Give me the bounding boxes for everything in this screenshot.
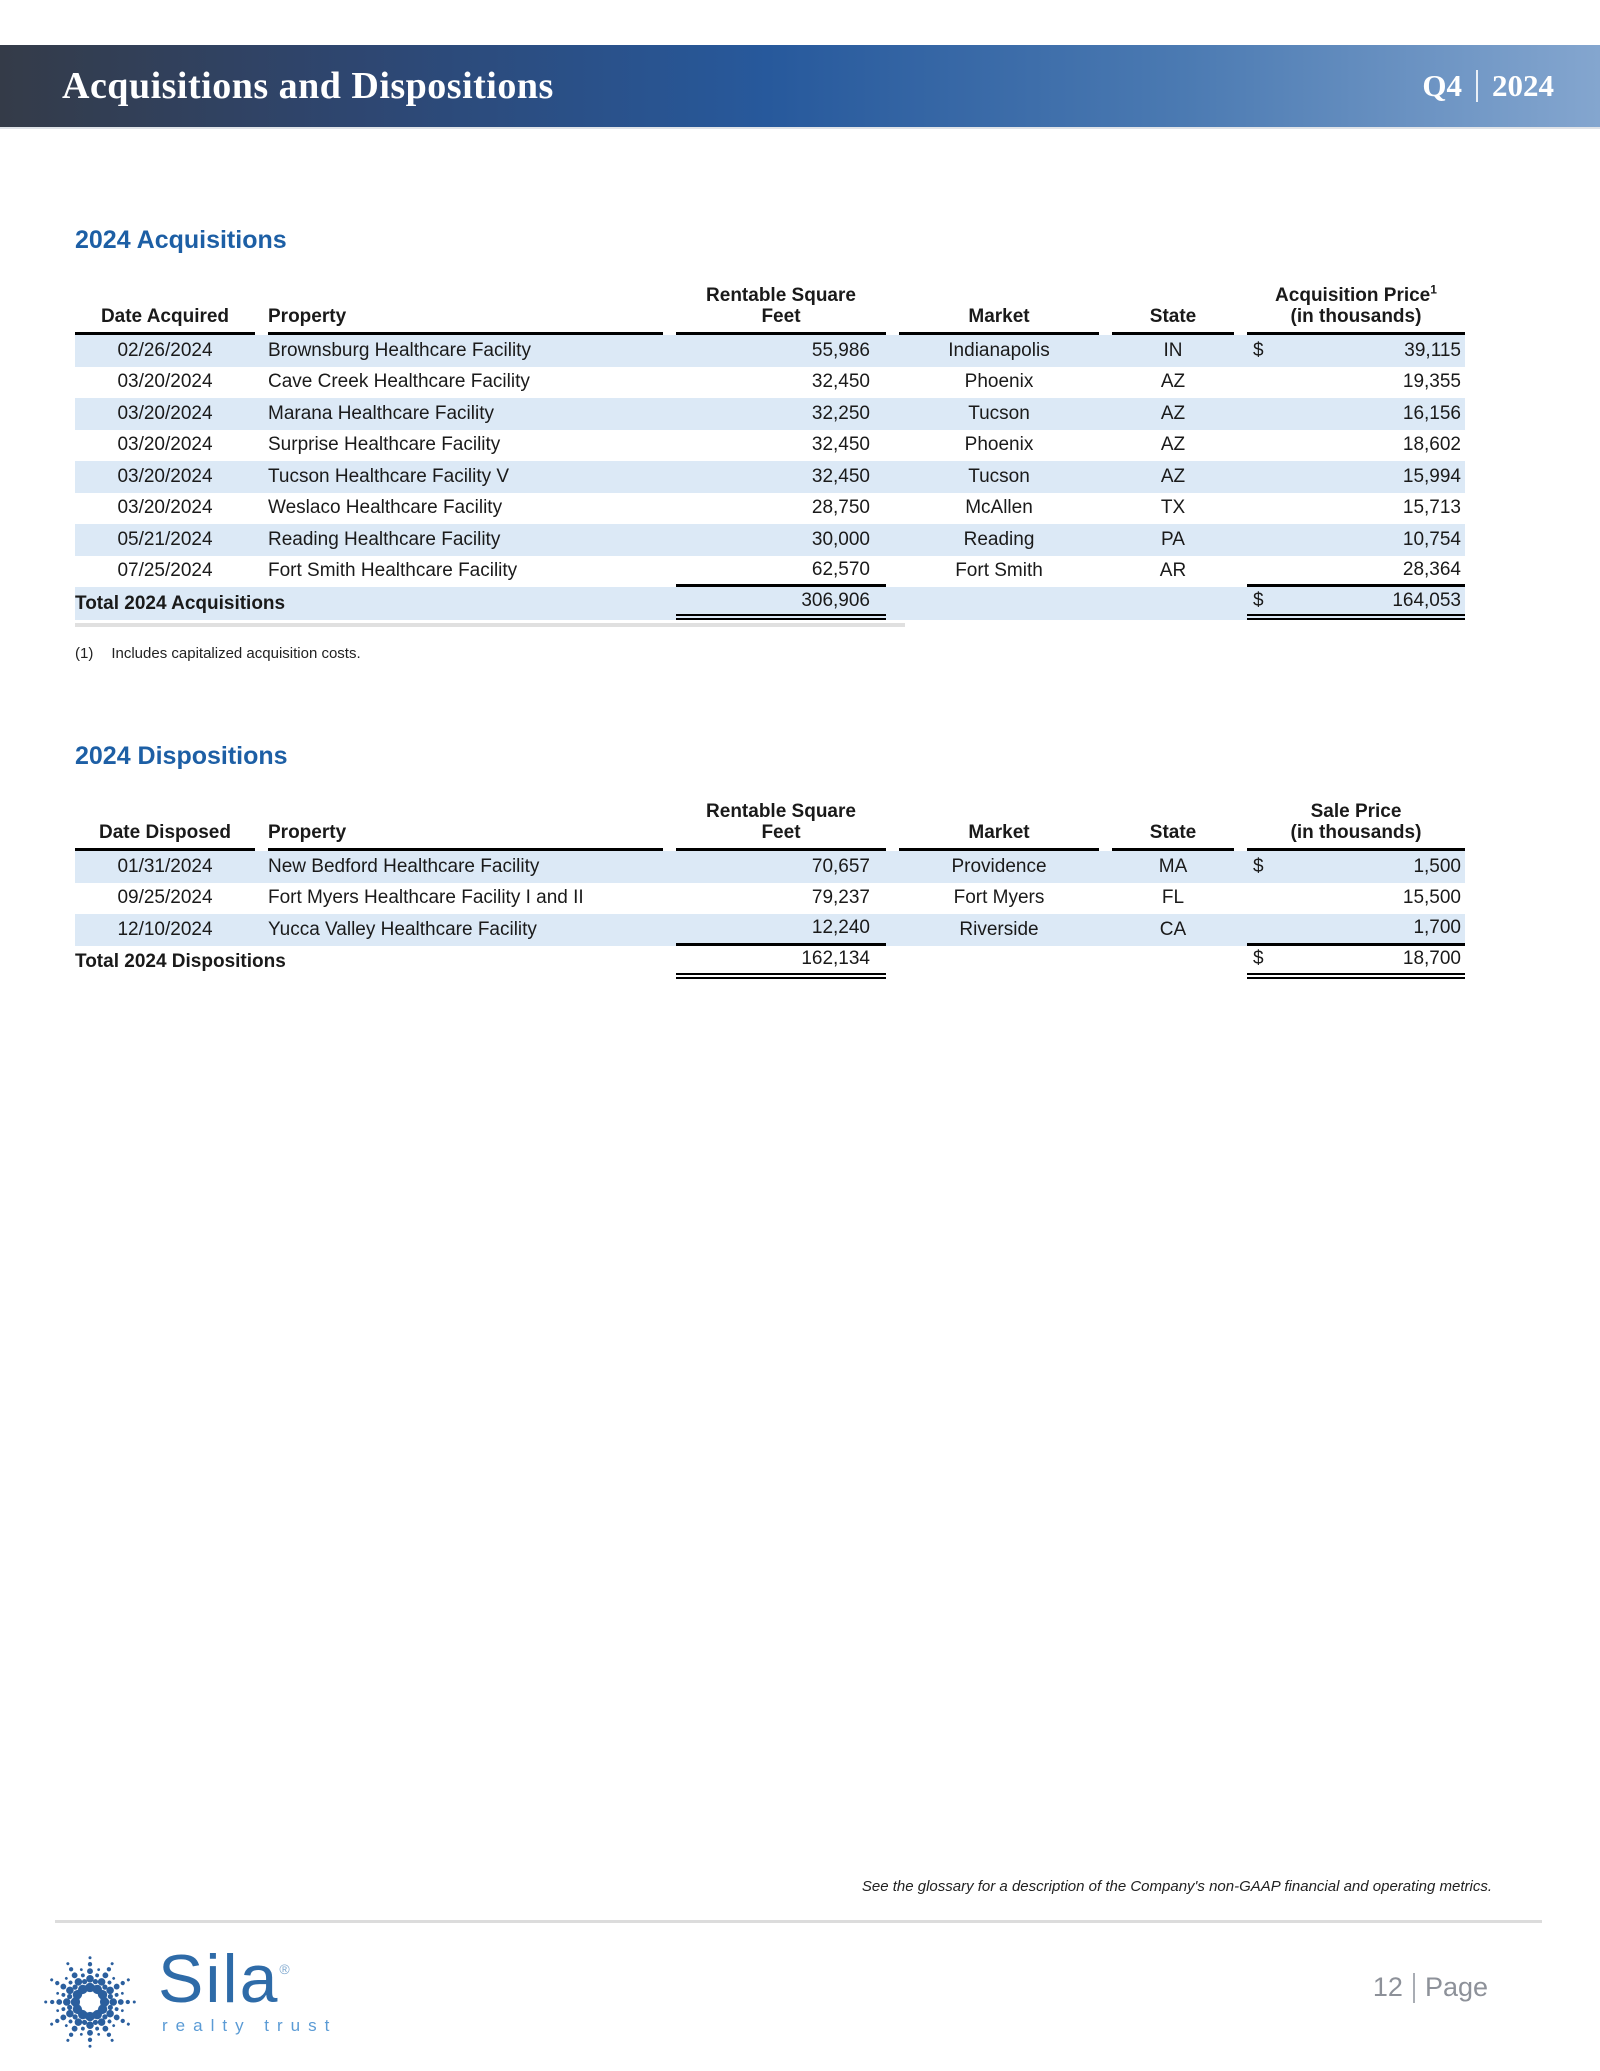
quarter-label: Q4 xyxy=(1422,68,1462,103)
footnote-marker: (1) xyxy=(75,645,94,662)
price-value: 10,754 xyxy=(1402,528,1461,550)
price-value: 19,355 xyxy=(1402,371,1461,393)
column-header-market: Market xyxy=(899,285,1099,335)
cell-property: Reading Healthcare Facility xyxy=(268,528,501,550)
cell-date: 03/20/2024 xyxy=(117,434,213,456)
price-value: 28,364 xyxy=(1402,558,1461,580)
cell-state: CA xyxy=(1159,918,1187,940)
table-row xyxy=(75,398,1465,430)
cell-market: Phoenix xyxy=(964,434,1034,456)
cell-market: Fort Myers xyxy=(953,887,1045,909)
cell-rentable-square-feet: 32,450 xyxy=(811,465,870,487)
cell-acquisition-price xyxy=(1247,461,1465,493)
price-value: 18,602 xyxy=(1402,434,1461,456)
sunburst-logo-icon xyxy=(36,1948,144,2056)
cell-acquisition-price xyxy=(1247,556,1465,588)
cell-property: New Bedford Healthcare Facility xyxy=(268,855,540,877)
price-value: 39,115 xyxy=(1404,339,1461,361)
cell-acquisition-price xyxy=(1247,493,1465,525)
cell-date: 02/26/2024 xyxy=(117,339,213,361)
total-rentable-square-feet: 162,134 xyxy=(676,946,886,979)
cell-property: Surprise Healthcare Facility xyxy=(268,434,501,456)
column-header-date-acquired: Date Acquired xyxy=(75,285,255,335)
cell-rentable-square-feet: 32,450 xyxy=(811,371,870,393)
page-number: 12 Page xyxy=(1372,1972,1488,2002)
cell-state: PA xyxy=(1161,528,1185,550)
table-bottom-shading xyxy=(75,623,905,627)
dispositions-total-row xyxy=(75,946,1465,979)
acquisitions-total-row xyxy=(75,587,1465,620)
column-header-state: State xyxy=(1112,285,1234,335)
footnote-superscript: 1 xyxy=(1430,282,1437,297)
cell-property: Cave Creek Healthcare Facility xyxy=(268,371,530,393)
table-row xyxy=(75,461,1465,493)
cell-date: 12/10/2024 xyxy=(117,918,213,940)
cell-property: Fort Smith Healthcare Facility xyxy=(268,560,518,582)
cell-market: Tucson xyxy=(968,402,1030,424)
table-row xyxy=(75,335,1465,367)
table-row xyxy=(75,914,1465,946)
column-header-rentable-square-feet: Rentable Square Feet xyxy=(676,285,886,335)
price-value: 164,053 xyxy=(1392,589,1461,611)
cell-date: 03/20/2024 xyxy=(117,497,213,519)
price-value: 1,700 xyxy=(1413,917,1461,939)
cell-state: TX xyxy=(1160,497,1186,519)
sila-realty-trust-logo xyxy=(36,1941,338,2056)
acquisitions-footnote xyxy=(75,645,1465,662)
cell-market: Providence xyxy=(951,855,1047,877)
acquisitions-table-header xyxy=(75,282,1465,335)
cell-state: FL xyxy=(1161,887,1185,909)
acquisitions-section xyxy=(75,226,1465,662)
cell-date: 03/20/2024 xyxy=(117,465,213,487)
price-value: 1,500 xyxy=(1413,855,1461,877)
page-number-separator xyxy=(1413,1973,1415,2003)
currency-symbol: $ xyxy=(1253,948,1264,969)
quarter-year-label xyxy=(1422,68,1554,104)
cell-date: 03/20/2024 xyxy=(117,402,213,424)
footnote-text: Includes capitalized acquisition costs. xyxy=(111,645,361,662)
dispositions-table-header xyxy=(75,801,1465,851)
logo-tagline: realty trust xyxy=(162,2016,338,2035)
column-header-date-disposed: Date Disposed xyxy=(75,801,255,851)
column-header-property: Property xyxy=(268,801,663,851)
dispositions-table xyxy=(75,801,1465,979)
cell-sale-price xyxy=(1247,914,1465,946)
cell-market: Fort Smith xyxy=(955,560,1043,582)
cell-market: Riverside xyxy=(959,918,1039,940)
cell-property: Yucca Valley Healthcare Facility xyxy=(268,918,537,940)
currency-symbol: $ xyxy=(1253,589,1264,611)
footer-divider xyxy=(55,1920,1542,1923)
glossary-note: See the glossary for a description of the Company's non-GAAP financial and operating metrics. xyxy=(861,1878,1492,1895)
page-header-banner xyxy=(0,45,1600,129)
dispositions-table-body xyxy=(75,851,1465,946)
cell-date: 07/25/2024 xyxy=(117,560,213,582)
dispositions-section-title: 2024 Dispositions xyxy=(75,742,288,770)
cell-rentable-square-feet: 55,986 xyxy=(811,339,870,361)
cell-property: Brownsburg Healthcare Facility xyxy=(268,339,531,361)
cell-property: Weslaco Healthcare Facility xyxy=(268,497,503,519)
price-value: 15,994 xyxy=(1402,465,1461,487)
cell-date: 09/25/2024 xyxy=(117,887,213,909)
cell-rentable-square-feet: 32,250 xyxy=(811,402,870,424)
cell-rentable-square-feet: 32,450 xyxy=(811,434,870,456)
cell-acquisition-price xyxy=(1247,335,1465,367)
cell-market: Reading xyxy=(963,528,1035,550)
cell-market: McAllen xyxy=(965,497,1033,519)
acquisitions-section-title: 2024 Acquisitions xyxy=(75,226,287,254)
cell-state: AZ xyxy=(1160,465,1186,487)
price-value: 18,700 xyxy=(1402,948,1461,969)
cell-market: Phoenix xyxy=(964,371,1034,393)
cell-rentable-square-feet: 30,000 xyxy=(811,528,870,550)
cell-rentable-square-feet: 62,570 xyxy=(676,556,886,588)
cell-state: AZ xyxy=(1160,434,1186,456)
table-row xyxy=(75,493,1465,525)
banner-separator xyxy=(1476,70,1478,102)
table-row xyxy=(75,367,1465,399)
total-acquisition-price xyxy=(1247,587,1465,620)
cell-state: IN xyxy=(1163,339,1183,361)
cell-acquisition-price xyxy=(1247,398,1465,430)
table-row xyxy=(75,524,1465,556)
total-label: Total 2024 Acquisitions xyxy=(75,592,286,614)
cell-rentable-square-feet: 28,750 xyxy=(811,497,870,519)
price-value: 15,713 xyxy=(1402,497,1461,519)
cell-date: 03/20/2024 xyxy=(117,371,213,393)
column-header-acquisition-price: Acquisition Price$^1$ (in thousands) xyxy=(1247,285,1465,335)
table-row xyxy=(75,430,1465,462)
currency-symbol: $ xyxy=(1253,339,1264,361)
column-header-rentable-square-feet: Rentable Square Feet xyxy=(676,801,886,851)
price-value: 16,156 xyxy=(1402,402,1461,424)
column-header-sale-price: Sale Price (in thousands) xyxy=(1247,801,1465,851)
cell-sale-price xyxy=(1247,883,1465,915)
price-value: 15,500 xyxy=(1402,887,1461,909)
currency-symbol: $ xyxy=(1253,855,1264,877)
cell-property: Tucson Healthcare Facility V xyxy=(268,465,510,487)
cell-property: Marana Healthcare Facility xyxy=(268,402,494,424)
cell-rentable-square-feet: 12,240 xyxy=(676,914,886,946)
cell-acquisition-price xyxy=(1247,430,1465,462)
registered-trademark-symbol: ® xyxy=(279,1961,290,1977)
dispositions-section xyxy=(75,742,1465,979)
cell-date: 01/31/2024 xyxy=(117,855,213,877)
cell-date: 05/21/2024 xyxy=(117,528,213,550)
cell-state: AR xyxy=(1159,560,1187,582)
logo-wordmark: Sila xyxy=(158,1941,280,2017)
table-row xyxy=(75,556,1465,588)
cell-state: MA xyxy=(1158,855,1188,877)
total-rentable-square-feet: 306,906 xyxy=(676,587,886,620)
year-label: 2024 xyxy=(1492,68,1554,103)
cell-market: Tucson xyxy=(968,465,1030,487)
total-sale-price xyxy=(1247,946,1465,979)
table-row xyxy=(75,883,1465,915)
cell-property: Fort Myers Healthcare Facility I and II xyxy=(268,887,584,909)
table-row xyxy=(75,851,1465,883)
column-header-market: Market xyxy=(899,801,1099,851)
cell-acquisition-price xyxy=(1247,524,1465,556)
acquisitions-table xyxy=(75,282,1465,627)
total-label: Total 2024 Dispositions xyxy=(75,951,286,972)
cell-state: AZ xyxy=(1160,371,1186,393)
cell-acquisition-price xyxy=(1247,367,1465,399)
acquisitions-table-body xyxy=(75,335,1465,587)
cell-sale-price xyxy=(1247,851,1465,883)
column-header-state: State xyxy=(1112,801,1234,851)
column-header-property: Property xyxy=(268,285,663,335)
cell-rentable-square-feet: 79,237 xyxy=(811,887,870,909)
cell-rentable-square-feet: 70,657 xyxy=(811,855,870,877)
cell-market: Indianapolis xyxy=(948,339,1050,361)
page-title: Acquisitions and Dispositions xyxy=(62,65,554,107)
cell-state: AZ xyxy=(1160,402,1186,424)
